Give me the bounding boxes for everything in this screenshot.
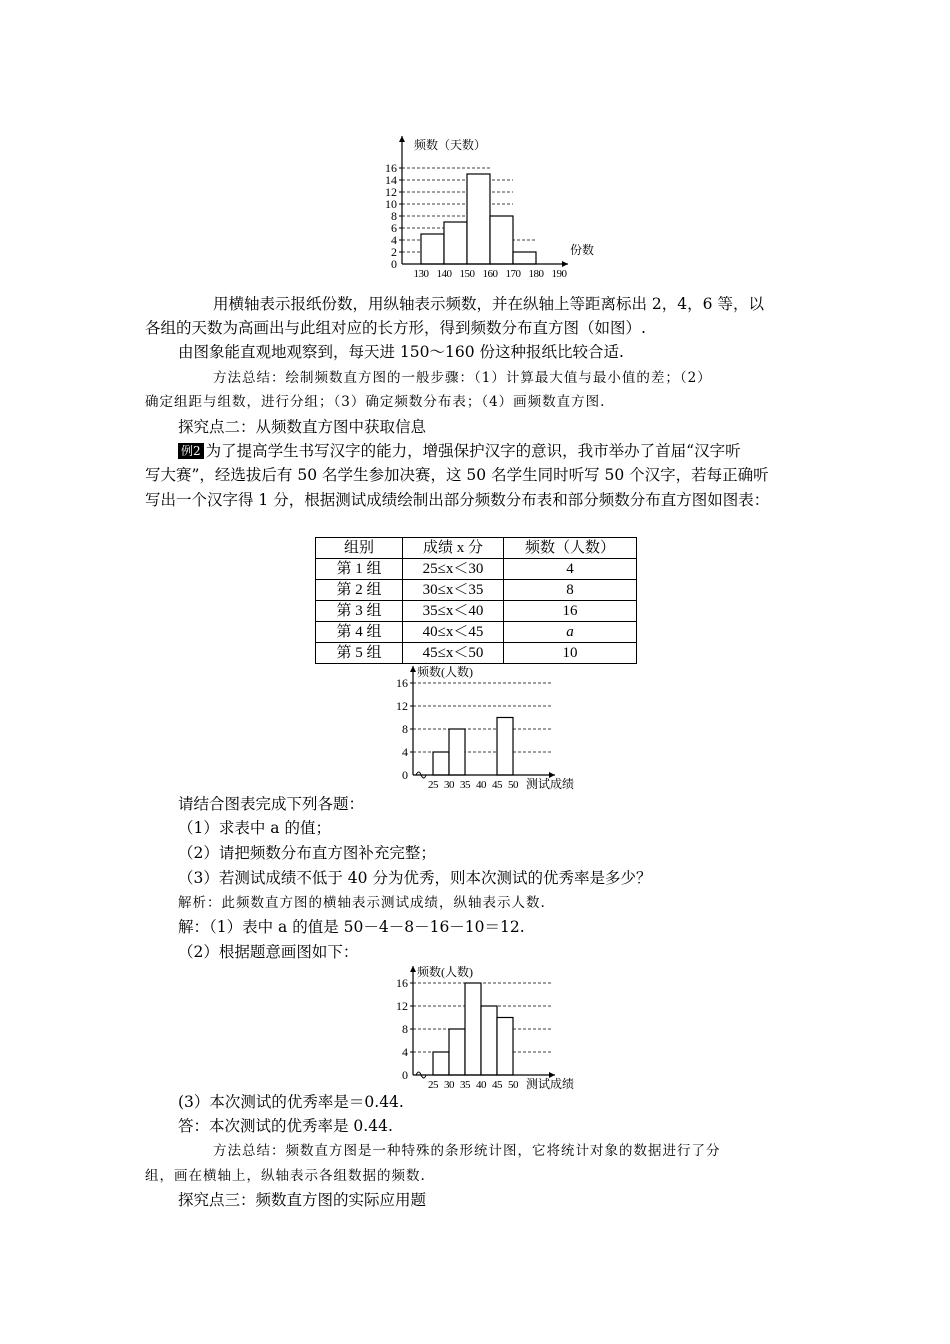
- y-tick-label: 2: [391, 245, 397, 259]
- x-tick-label: 45: [492, 1079, 502, 1090]
- x-tick-label: 190: [551, 268, 567, 280]
- method-summary: 确定组距与组数，进行分组；（3）确定频数分布表；（4）画频数直方图.: [145, 394, 606, 410]
- newspaper-histogram: [370, 130, 620, 280]
- table-cell: 第 1 组: [316, 559, 403, 580]
- table-header-row: [316, 538, 637, 559]
- table-cell: a: [504, 622, 637, 643]
- table-cell: 30≤x＜35: [403, 580, 504, 601]
- histogram-bar: [497, 1018, 513, 1076]
- paragraph: 各组的天数为高画出与此组对应的长方形，得到频数分布直方图（如图）.: [145, 319, 646, 337]
- table-cell: 第 5 组: [316, 643, 403, 664]
- example-text: 为了提高学生书写汉字的能力，增强保护汉字的意识，我市举办了首届“汉字听: [205, 442, 741, 460]
- table-cell: 4: [504, 559, 637, 580]
- score-histogram-partial: [385, 660, 600, 790]
- section-heading: 探究点二：从频数直方图中获取信息: [178, 418, 427, 436]
- table-row: [316, 580, 637, 601]
- table-cell: 45≤x＜50: [403, 643, 504, 664]
- y-tick-label: 8: [391, 209, 397, 223]
- y-tick-label: 16: [385, 161, 397, 175]
- histogram-bar: [433, 752, 449, 775]
- question: （2）请把频数分布直方图补充完整；: [178, 844, 436, 862]
- x-tick-label: 25: [428, 779, 438, 790]
- x-tick-label: 180: [528, 268, 544, 280]
- table-row: [316, 622, 637, 643]
- solution: 解：（1）表中 a 的值是 50－4－8－16－10＝12.: [178, 918, 525, 936]
- y-tick-label: 16: [396, 976, 408, 990]
- y-tick-label: 8: [402, 722, 408, 736]
- x-tick-label: 30: [444, 779, 454, 790]
- histogram-bar: [467, 174, 490, 264]
- x-tick-label: 35: [460, 1079, 470, 1090]
- y-axis-label: 频数（天数）: [414, 138, 487, 152]
- table-row: [316, 559, 637, 580]
- x-tick-label: 140: [436, 268, 452, 280]
- y-axis-arrow: [399, 136, 405, 142]
- table-cell: 10: [504, 643, 637, 664]
- y-axis-label: 频数(人数): [417, 665, 473, 679]
- y-tick-label: 6: [391, 221, 397, 235]
- table-cell: 第 3 组: [316, 601, 403, 622]
- section-heading: 探究点三：频数直方图的实际应用题: [178, 1191, 427, 1209]
- y-tick-label: 0: [402, 768, 408, 782]
- x-axis-label: 份数: [570, 243, 595, 257]
- answer: 答：本次测试的优秀率是 0.44.: [178, 1117, 393, 1135]
- question: （3）若测试成绩不低于 40 分为优秀，则本次测试的优秀率是多少？: [178, 869, 652, 887]
- x-tick-label: 40: [476, 1079, 486, 1090]
- y-tick-label: 12: [396, 699, 408, 713]
- y-tick-label: 8: [402, 1022, 408, 1036]
- histogram-bar: [449, 1029, 465, 1075]
- table-cell: 40≤x＜45: [403, 622, 504, 643]
- x-tick-label: 170: [505, 268, 521, 280]
- x-tick-label: 30: [444, 1079, 454, 1090]
- x-tick-label: 35: [460, 779, 470, 790]
- histogram-bar: [444, 222, 467, 264]
- histogram-bar: [481, 1006, 497, 1075]
- histogram-bar: [421, 234, 444, 264]
- table-cell: 第 2 组: [316, 580, 403, 601]
- y-tick-label: 0: [391, 257, 397, 271]
- example-line: [178, 440, 741, 462]
- histogram-bar: [490, 216, 513, 264]
- example-text: 写大赛”，经选拔后有 50 名学生参加决赛，这 50 名学生同时听写 50 个汉字，若每正确听: [145, 466, 769, 484]
- table-header: 成绩 x 分: [403, 538, 504, 559]
- x-tick-label: 40: [476, 779, 486, 790]
- y-tick-label: 4: [402, 1045, 408, 1059]
- x-axis-label: 测试成绩: [526, 777, 575, 790]
- y-tick-label: 16: [396, 676, 408, 690]
- example-badge: 例2: [178, 443, 204, 459]
- paragraph: 用横轴表示报纸份数，用纵轴表示频数，并在纵轴上等距离标出 2，4，6 等，以: [213, 295, 764, 313]
- x-axis-label: 测试成绩: [526, 1077, 575, 1090]
- solution: （2）根据题意画图如下：: [178, 943, 359, 961]
- histogram-bar: [449, 729, 465, 775]
- y-axis-arrow: [410, 966, 416, 972]
- table-header: 频数（人数）: [504, 538, 637, 559]
- score-histogram-complete: [385, 960, 600, 1090]
- histogram-bar: [465, 983, 481, 1075]
- y-tick-label: 10: [385, 197, 397, 211]
- x-tick-label: 50: [508, 1079, 518, 1090]
- y-tick-label: 12: [396, 999, 408, 1013]
- table-cell: 35≤x＜40: [403, 601, 504, 622]
- histogram-bar: [497, 718, 513, 776]
- x-axis-arrow: [562, 261, 568, 267]
- x-tick-label: 45: [492, 779, 502, 790]
- y-tick-label: 0: [402, 1068, 408, 1082]
- x-tick-label: 160: [482, 268, 498, 280]
- table-cell: 第 4 组: [316, 622, 403, 643]
- y-axis-label: 频数(人数): [417, 965, 473, 979]
- y-tick-label: 4: [391, 233, 397, 247]
- y-axis-arrow: [410, 666, 416, 672]
- table-cell: 16: [504, 601, 637, 622]
- example-text: 写出一个汉字得 1 分，根据测试成绩绘制出部分频数分布表和部分频数分布直方图如图表：: [145, 491, 770, 509]
- x-tick-label: 50: [508, 779, 518, 790]
- x-tick-label: 130: [413, 268, 429, 280]
- solution: (3）本次测试的优秀率是＝0.44.: [178, 1093, 404, 1111]
- x-tick-label: 150: [459, 268, 475, 280]
- method-summary: 方法总结：绘制频数直方图的一般步骤：（1）计算最大值与最小值的差；（2）: [213, 370, 712, 386]
- frequency-table: [315, 537, 637, 664]
- histogram-bar: [433, 1052, 449, 1075]
- analysis: 解析：此频数直方图的横轴表示测试成绩，纵轴表示人数.: [178, 895, 546, 911]
- table-header: 组别: [316, 538, 403, 559]
- histogram-bar: [513, 252, 536, 264]
- y-tick-label: 14: [385, 173, 397, 187]
- y-tick-label: 4: [402, 745, 408, 759]
- question-intro: 请结合图表完成下列各题：: [178, 795, 365, 813]
- table-row: [316, 601, 637, 622]
- x-tick-label: 25: [428, 1079, 438, 1090]
- question: （1）求表中 a 的值；: [178, 819, 331, 837]
- method-summary: 方法总结：频数直方图是一种特殊的条形统计图，它将统计对象的数据进行了分: [213, 1143, 721, 1159]
- table-cell: 8: [504, 580, 637, 601]
- y-tick-label: 12: [385, 185, 397, 199]
- table-cell: 25≤x＜30: [403, 559, 504, 580]
- method-summary: 组，画在横轴上，纵轴表示各组数据的频数.: [145, 1168, 426, 1184]
- paragraph: 由图象能直观地观察到，每天进 150～160 份这种报纸比较合适.: [178, 343, 624, 361]
